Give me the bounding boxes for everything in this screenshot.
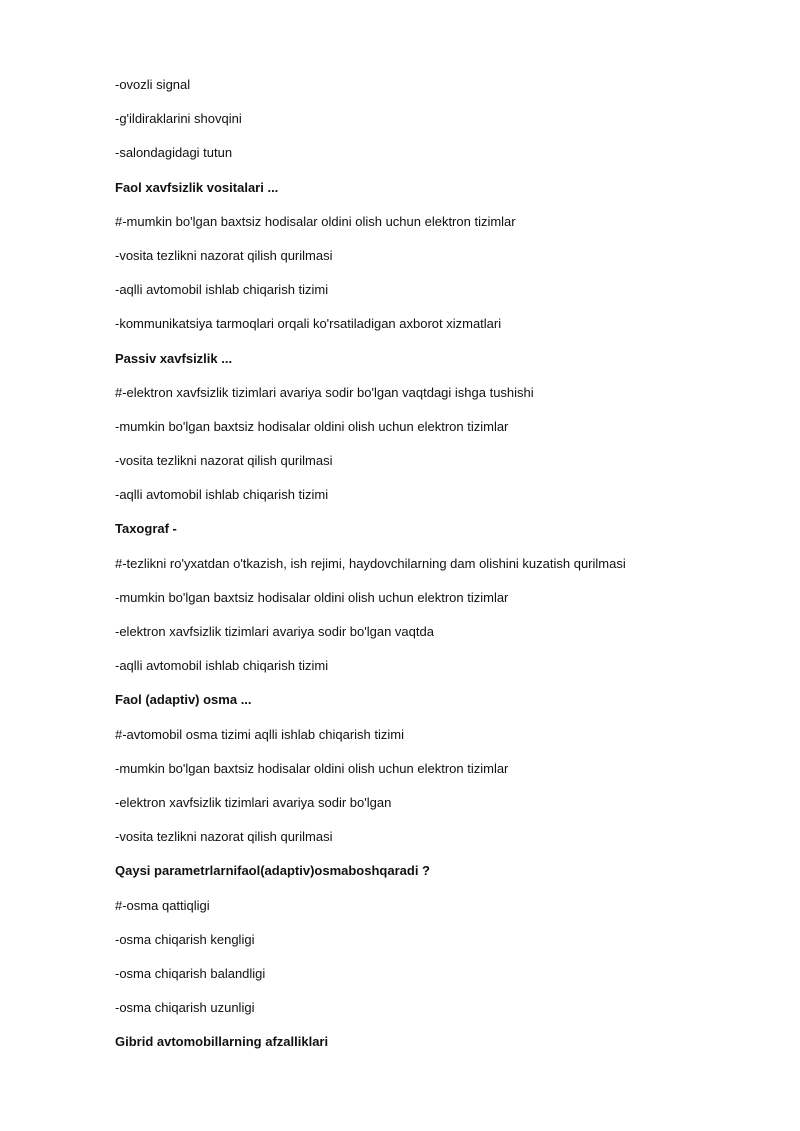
question-heading: Faol xavfsizlik vositalari ... (115, 179, 279, 195)
answer-option: -vosita tezlikni nazorat qilish qurilmasi (115, 247, 333, 263)
answer-option: -ovozli signal (115, 77, 191, 92)
answer-option: #-mumkin bo'lgan baxtsiz hodisalar oldini olish uchun elektron tizimlar (115, 213, 516, 229)
answer-option: -osma chiqarish kengligi (115, 931, 255, 947)
question-heading: Taxograf - (115, 521, 177, 537)
answer-option: -aqlli avtomobil ishlab chiqarish tizimi (115, 282, 329, 298)
answer-option: #-avtomobil osma tizimi aqlli ishlab chiqarish tizimi (115, 726, 404, 742)
answer-option: -g'ildiraklarini shovqini (115, 111, 242, 127)
answer-option: -salondagidagi tutun (115, 145, 233, 161)
answer-option: -vosita tezlikni nazorat qilish qurilmasi (115, 453, 333, 469)
answer-option: -elektron xavfsizlik tizimlari avariya sodir bo'lgan vaqtda (115, 624, 434, 639)
answer-option: -osma chiqarish balandligi (115, 965, 266, 981)
answer-option: -aqlli avtomobil ishlab chiqarish tizimi (115, 487, 329, 503)
question-heading: Passiv xavfsizlik ... (115, 350, 233, 366)
question-heading: Gibrid avtomobillarning afzalliklari (115, 1034, 329, 1050)
answer-option: -aqlli avtomobil ishlab chiqarish tizimi (115, 658, 329, 674)
answer-option: #-elektron xavfsizlik tizimlari avariya sodir bo'lgan vaqtdagi ishga tushishi (115, 384, 534, 400)
answer-option: -mumkin bo'lgan baxtsiz hodisalar oldini olish uchun elektron tizimlar (115, 418, 509, 434)
question-heading: Faol (adaptiv) osma ... (115, 692, 252, 708)
answer-option: -osma chiqarish uzunligi (115, 1000, 255, 1016)
answer-option: #-osma qattiqligi (115, 897, 210, 913)
answer-option: -elektron xavfsizlik tizimlari avariya sodir bo'lgan (115, 794, 392, 810)
answer-option: -mumkin bo'lgan baxtsiz hodisalar oldini olish uchun elektron tizimlar (115, 760, 509, 776)
document-body (115, 75, 775, 1066)
answer-option: #-tezlikni ro'yxatdan o'tkazish, ish rejimi, haydovchilarning dam olishini kuzatish qurilmasi (115, 555, 626, 571)
answer-option: -vosita tezlikni nazorat qilish qurilmasi (115, 829, 333, 845)
answer-option: -kommunikatsiya tarmoqlari orqali ko'rsatiladigan axborot xizmatlari (115, 316, 502, 332)
question-heading: Qaysi parametrlarnifaol(adaptiv)osmaboshqaradi ? (115, 863, 430, 879)
answer-option: -mumkin bo'lgan baxtsiz hodisalar oldini olish uchun elektron tizimlar (115, 589, 509, 605)
